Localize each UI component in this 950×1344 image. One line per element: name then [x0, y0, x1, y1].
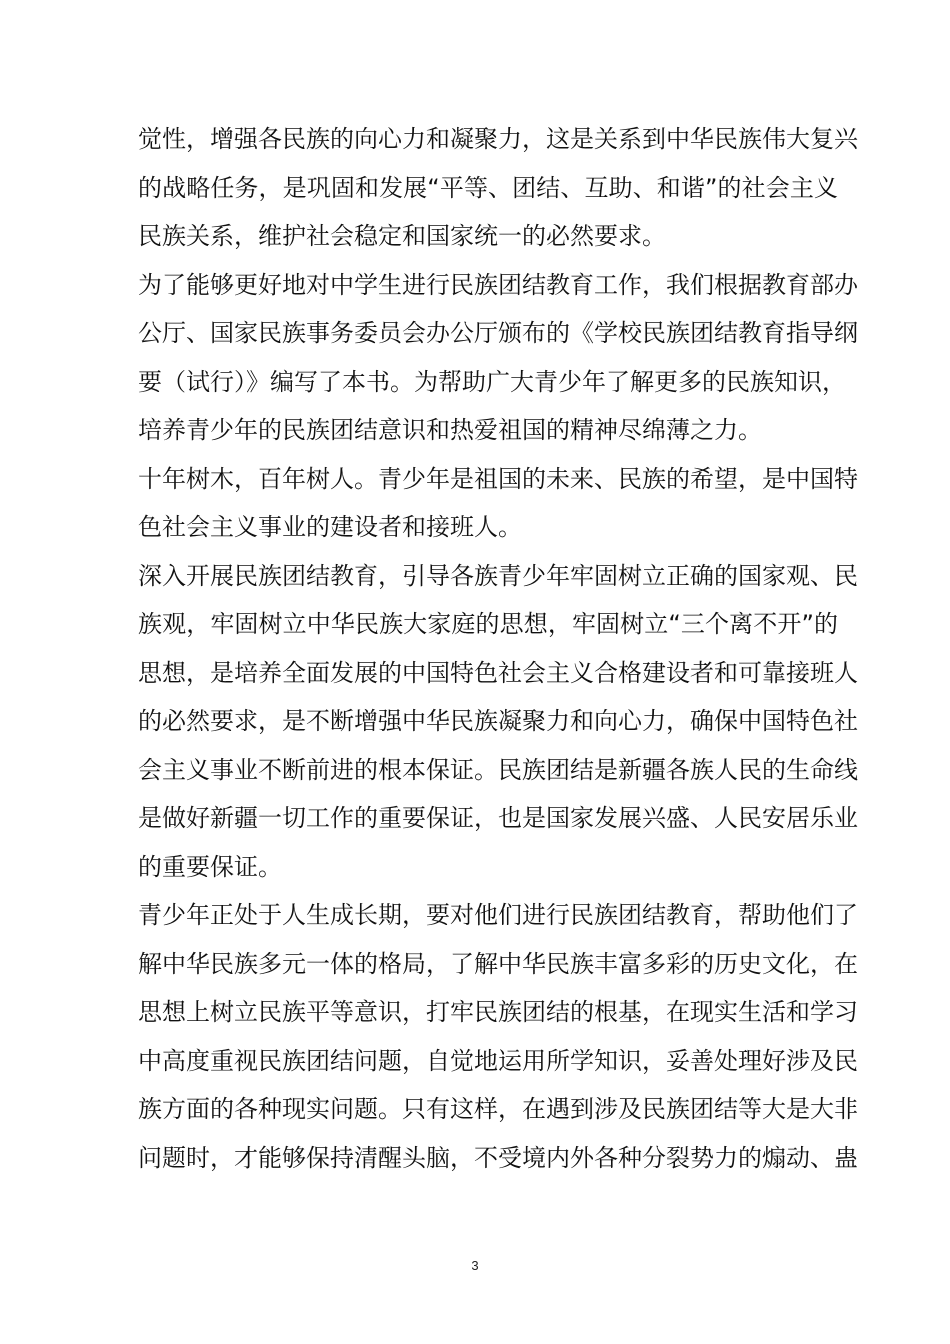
- text-line: 的战略任务，是巩固和发展“平等、团结、互助、和谐”的社会主义: [138, 173, 838, 202]
- text-line: 公厅、国家民族事务委员会办公厅颁布的《学校民族团结教育指导纲: [138, 319, 858, 347]
- text-line: 民族关系，维护社会稳定和国家统一的必然要求。: [138, 222, 666, 250]
- text-line: 思想，是培养全面发展的中国特色社会主义合格建设者和可靠接班人: [138, 658, 858, 687]
- text-line: 解中华民族多元一体的格局，了解中华民族丰富多彩的历史文化，在: [138, 949, 858, 978]
- text-line: 中高度重视民族团结问题，自觉地运用所学知识，妥善处理好涉及民: [138, 1046, 858, 1075]
- text-line: 的重要保证。: [138, 852, 282, 881]
- text-line: 要（试行）》编写了本书。为帮助广大青少年了解更多的民族知识，: [138, 367, 846, 396]
- text-line: 族方面的各种现实问题。只有这样，在遇到涉及民族团结等大是大非: [138, 1095, 858, 1123]
- text-line: 思想上树立民族平等意识，打牢民族团结的根基，在现实生活和学习: [138, 998, 858, 1026]
- text-line: 培养青少年的民族团结意识和热爱祖国的精神尽绵薄之力。: [138, 416, 762, 444]
- text-line: 色社会主义事业的建设者和接班人。: [138, 513, 522, 541]
- text-line: 问题时，才能够保持清醒头脑，不受境内外各种分裂势力的煽动、蛊: [138, 1143, 858, 1172]
- text-line: 为了能够更好地对中学生进行民族团结教育工作，我们根据教育部办: [138, 270, 858, 299]
- text-line: 深入开展民族团结教育，引导各族青少年牢固树立正确的国家观、民: [138, 561, 858, 590]
- text-line: 会主义事业不断前进的根本保证。民族团结是新疆各族人民的生命线: [138, 755, 858, 784]
- page-number: 3: [471, 1258, 479, 1273]
- text-line: 是做好新疆一切工作的重要保证，也是国家发展兴盛、人民安居乐业: [138, 804, 858, 832]
- text-line: 觉性，增强各民族的向心力和凝聚力，这是关系到中华民族伟大复兴: [138, 125, 858, 153]
- text-line: 族观，牢固树立中华民族大家庭的思想，牢固树立“三个离不开”的: [138, 610, 838, 638]
- text-line: 的必然要求，是不断增强中华民族凝聚力和向心力，确保中国特色社: [138, 707, 858, 735]
- text-line: 十年树木，百年树人。青少年是祖国的未来、民族的希望，是中国特: [138, 464, 858, 493]
- text-line: 青少年正处于人生成长期，要对他们进行民族团结教育，帮助他们了: [138, 901, 858, 929]
